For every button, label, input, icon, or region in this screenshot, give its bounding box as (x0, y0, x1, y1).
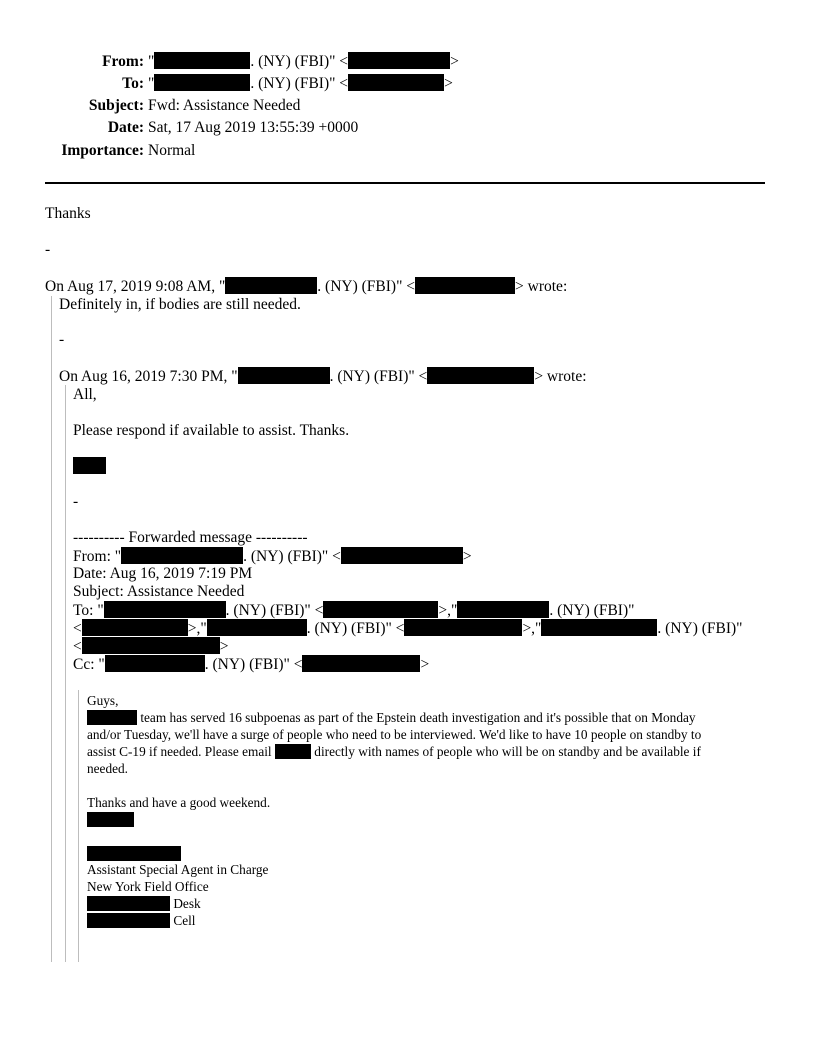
redaction-box (105, 655, 205, 672)
redaction-box (82, 619, 188, 636)
to-close: > (444, 75, 453, 92)
redacted-name (87, 811, 134, 828)
subject-label: Subject: (88, 97, 144, 114)
from-quote: " (148, 53, 155, 70)
cc-close: > (420, 656, 430, 673)
redaction-box (87, 812, 134, 827)
redaction-box (275, 744, 311, 759)
redaction-box (348, 52, 450, 69)
sig-cell (87, 912, 195, 929)
to-close: > (219, 638, 229, 655)
redaction-box (87, 846, 181, 861)
paragraph-text: assist C-19 if needed. Please email (87, 744, 275, 759)
cc-org: . (NY) (FBI)" < (204, 656, 303, 673)
fwd-to-line-2 (73, 619, 743, 638)
redaction-box (427, 367, 534, 384)
sig-title: Assistant Special Agent in Charge (87, 862, 269, 877)
to-quote: " (148, 75, 155, 92)
to-prefix: To: " (73, 602, 104, 619)
body-dash: - (45, 241, 51, 258)
body-dash: - (73, 493, 79, 510)
to-open: < (73, 620, 82, 637)
to-org: . (NY) (FBI)" (549, 602, 635, 619)
importance-label: Importance: (61, 142, 144, 159)
redaction-box (154, 74, 250, 91)
redaction-box (348, 74, 444, 91)
cc-prefix: Cc: " (73, 656, 105, 673)
from-org: . (NY) (FBI)" < (250, 53, 349, 70)
reply1-prefix: On Aug 17, 2019 9:08 AM, " (45, 278, 226, 295)
paragraph-line: and/or Tuesday, we'll have a surge of people who need to be interviewed. We'd like to have 10 people on standby to (87, 727, 702, 742)
fwd-to-line-1 (73, 601, 634, 620)
header-divider (45, 182, 765, 184)
reply2-org: . (NY) (FBI)" < (329, 368, 428, 385)
greeting-guys: Guys, (87, 693, 119, 708)
reply1-text: Definitely in, if bodies are still needed. (59, 296, 301, 313)
to-org: . (NY) (FBI)" < (306, 620, 405, 637)
date-label: Date: (107, 119, 144, 136)
header-date-row (0, 117, 816, 139)
reply-header-2 (59, 367, 587, 386)
redaction-box (87, 896, 170, 911)
redaction-box (415, 277, 515, 294)
closing-line: Thanks and have a good weekend. (87, 795, 271, 810)
desk-label: Desk (170, 896, 201, 911)
redaction-box (104, 601, 226, 618)
redaction-box (73, 457, 106, 474)
paragraph-line: needed. (87, 761, 128, 776)
from-label: From: (102, 53, 144, 70)
quote-bar-2 (65, 385, 66, 962)
fwd-from-prefix: From: " (73, 548, 122, 565)
please-respond: Please respond if available to assist. Thanks. (73, 422, 350, 439)
paragraph-text: directly with names of people who will be on standby and be available if (310, 744, 701, 759)
fwd-subject: Subject: Assistance Needed (73, 583, 245, 600)
body-thanks: Thanks (45, 205, 91, 222)
from-close: > (450, 53, 459, 70)
header-importance-row (0, 140, 816, 162)
redaction-box (207, 619, 307, 636)
redaction-box (238, 367, 330, 384)
to-sep: >," (187, 620, 207, 637)
redaction-box (341, 547, 463, 564)
redaction-box (87, 913, 170, 928)
greeting-all: All, (73, 386, 97, 403)
body-dash: - (59, 331, 65, 348)
redaction-box (87, 710, 137, 725)
to-org: . (NY) (FBI)" < (225, 602, 324, 619)
to-sep: >," (522, 620, 542, 637)
to-sep: >," (438, 602, 458, 619)
redaction-box (457, 601, 549, 618)
header-to-row (0, 73, 816, 95)
fwd-date: Date: Aug 16, 2019 7:19 PM (73, 565, 253, 582)
redaction-box (404, 619, 522, 636)
redaction-box (302, 655, 420, 672)
redaction-box (225, 277, 317, 294)
sig-desk (87, 895, 201, 912)
redaction-box (323, 601, 438, 618)
cell-label: Cell (170, 913, 196, 928)
fwd-cc (73, 655, 429, 674)
to-org: . (NY) (FBI)" (657, 620, 743, 637)
fwd-from-close: > (462, 548, 472, 565)
reply2-wrote: > wrote: (534, 368, 587, 385)
paragraph-line (87, 743, 701, 760)
redaction-box (82, 637, 220, 654)
to-label: To: (122, 75, 144, 92)
quote-bar-1 (51, 296, 52, 962)
redaction-box (541, 619, 657, 636)
quote-bar-3 (78, 690, 79, 962)
paragraph-line (87, 709, 696, 726)
header-subject-row (0, 95, 816, 117)
sig-office: New York Field Office (87, 879, 209, 894)
reply1-wrote: > wrote: (515, 278, 568, 295)
to-value (148, 73, 453, 95)
subject-value: Fwd: Assistance Needed (148, 97, 301, 114)
header-from-row (0, 51, 816, 73)
redaction-box (121, 547, 243, 564)
reply-header-1 (45, 277, 567, 296)
forwarded-header: ---------- Forwarded message ---------- (73, 529, 308, 546)
to-open: < (73, 638, 82, 655)
reply1-org: . (NY) (FBI)" < (317, 278, 416, 295)
fwd-from-org: . (NY) (FBI)" < (243, 548, 341, 565)
reply2-prefix: On Aug 16, 2019 7:30 PM, " (59, 368, 238, 385)
redaction-box (154, 52, 250, 69)
fwd-from (73, 547, 472, 566)
paragraph-text: team has served 16 subpoenas as part of the Epstein death investigation and it's possible that on Monday (137, 710, 696, 725)
to-org: . (NY) (FBI)" < (250, 75, 349, 92)
from-value (148, 51, 459, 73)
redacted-signature (73, 457, 106, 476)
redacted-sig-name (87, 845, 181, 862)
fwd-to-line-3 (73, 637, 229, 656)
importance-value: Normal (148, 142, 196, 159)
date-value: Sat, 17 Aug 2019 13:55:39 +0000 (148, 119, 359, 136)
